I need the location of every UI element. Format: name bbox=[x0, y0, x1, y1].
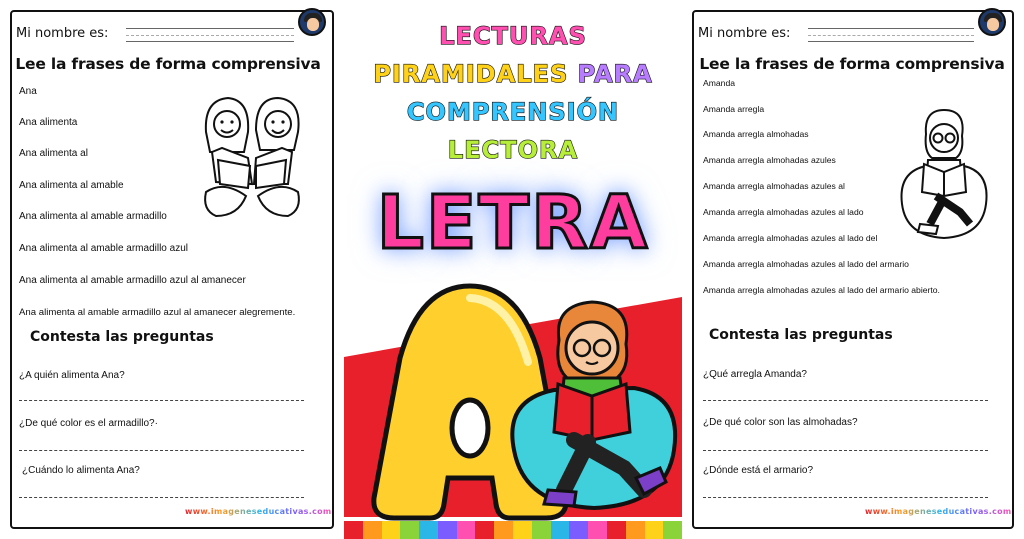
stripe-segment bbox=[513, 521, 532, 539]
worksheet-border bbox=[692, 10, 1014, 529]
stripe-segment bbox=[382, 521, 401, 539]
pyramid-line: Amanda arregla almohadas azules al lado del bbox=[703, 233, 878, 243]
pyramid-line: Amanda bbox=[703, 78, 736, 88]
stripe-segment bbox=[494, 521, 513, 539]
cover-title-line bbox=[344, 60, 682, 88]
worksheet-title: Lee la frases de forma comprensiva bbox=[15, 55, 321, 73]
answer-line[interactable] bbox=[19, 450, 304, 451]
name-row bbox=[698, 26, 974, 44]
pyramid-line: Amanda arregla bbox=[703, 104, 765, 114]
cover-title-word: PARA bbox=[577, 60, 653, 88]
stripe-segment bbox=[475, 521, 494, 539]
stripe-segment bbox=[363, 521, 382, 539]
worksheet-border bbox=[10, 10, 334, 529]
avatar-logo bbox=[298, 8, 326, 36]
stripe-segment bbox=[457, 521, 476, 539]
name-writing-lines bbox=[808, 28, 974, 42]
pyramid-line: Ana alimenta al amable armadillo bbox=[19, 211, 167, 222]
name-label: Mi nombre es: bbox=[698, 26, 791, 41]
question: ¿Cuándo lo alimenta Ana? bbox=[22, 465, 140, 476]
stripe-segment bbox=[438, 521, 457, 539]
cover-page bbox=[344, 0, 682, 539]
question: ¿De qué color es el armadillo?· bbox=[19, 418, 158, 429]
name-writing-lines bbox=[126, 28, 294, 42]
answer-line[interactable] bbox=[19, 400, 304, 401]
cover-title-line bbox=[344, 136, 682, 164]
pyramid-line: Ana alimenta bbox=[19, 117, 78, 128]
pyramid-line: Amanda arregla almohadas azules al bbox=[703, 181, 845, 191]
pyramid-line: Amanda arregla almohadas azules al lado del armario abierto. bbox=[703, 285, 940, 295]
pyramid-line: Ana alimenta al amable armadillo azul bbox=[19, 243, 188, 254]
stripe-segment bbox=[588, 521, 607, 539]
answer-line[interactable] bbox=[19, 497, 304, 498]
stripe-segment bbox=[663, 521, 682, 539]
stripe-segment bbox=[419, 521, 438, 539]
cover-title-line bbox=[344, 22, 682, 50]
girl-reading-illustration bbox=[504, 300, 682, 520]
stripe-segment bbox=[645, 521, 664, 539]
answer-line[interactable] bbox=[703, 400, 988, 401]
pyramid-line: Amanda arregla almohadas azules al lado bbox=[703, 207, 864, 217]
stripe-segment bbox=[400, 521, 419, 539]
questions-title: Contesta las preguntas bbox=[709, 327, 893, 343]
pyramid-line: Ana alimenta al amable bbox=[19, 180, 124, 191]
worksheet-left bbox=[0, 0, 344, 539]
questions-title: Contesta las preguntas bbox=[30, 329, 214, 345]
website-credit: www.imageneseducativas.com bbox=[185, 507, 332, 516]
cover-big-word: LETRA bbox=[376, 180, 650, 266]
pyramid-line: Ana alimenta al amable armadillo azul al amanecer bbox=[19, 275, 246, 286]
stripe-segment bbox=[551, 521, 570, 539]
stripe-segment bbox=[626, 521, 645, 539]
answer-line[interactable] bbox=[703, 450, 988, 451]
rainbow-stripe-bar bbox=[344, 521, 682, 539]
pyramid-line: Amanda arregla almohadas azules al lado del armario bbox=[703, 259, 909, 269]
worksheet-title: Lee la frases de forma comprensiva bbox=[699, 55, 1005, 73]
name-label: Mi nombre es: bbox=[16, 26, 109, 41]
name-row bbox=[16, 26, 294, 44]
pyramid-line: Ana bbox=[19, 86, 37, 97]
question: ¿De qué color son las almohadas? bbox=[703, 417, 858, 428]
question: ¿A quién alimenta Ana? bbox=[19, 370, 125, 381]
pyramid-line: Ana alimenta al bbox=[19, 148, 88, 159]
kids-reading-illustration bbox=[198, 92, 306, 222]
stripe-segment bbox=[607, 521, 626, 539]
worksheet-right bbox=[682, 0, 1024, 539]
cover-title-word: PIRAMIDALES bbox=[373, 60, 578, 88]
pyramid-line: Amanda arregla almohadas bbox=[703, 129, 809, 139]
cover-title-word: LECTORA bbox=[447, 136, 579, 164]
girl-reading-lineart bbox=[898, 108, 990, 244]
avatar-logo bbox=[978, 8, 1006, 36]
cover-title-word: COMPRENSIÓN bbox=[406, 98, 620, 126]
website-credit: www.imageneseducativas.com bbox=[865, 507, 1012, 516]
stripe-segment bbox=[569, 521, 588, 539]
pyramid-line: Amanda arregla almohadas azules bbox=[703, 155, 836, 165]
question: ¿Dónde está el armario? bbox=[703, 465, 814, 476]
cover-title-word: LECTURAS bbox=[439, 22, 587, 50]
pyramid-line: Ana alimenta al amable armadillo azul al amanecer alegremente. bbox=[19, 307, 296, 318]
cover-title-line bbox=[344, 98, 682, 126]
stripe-segment bbox=[344, 521, 363, 539]
answer-line[interactable] bbox=[703, 497, 988, 498]
stripe-segment bbox=[532, 521, 551, 539]
question: ¿Qué arregla Amanda? bbox=[703, 369, 807, 380]
